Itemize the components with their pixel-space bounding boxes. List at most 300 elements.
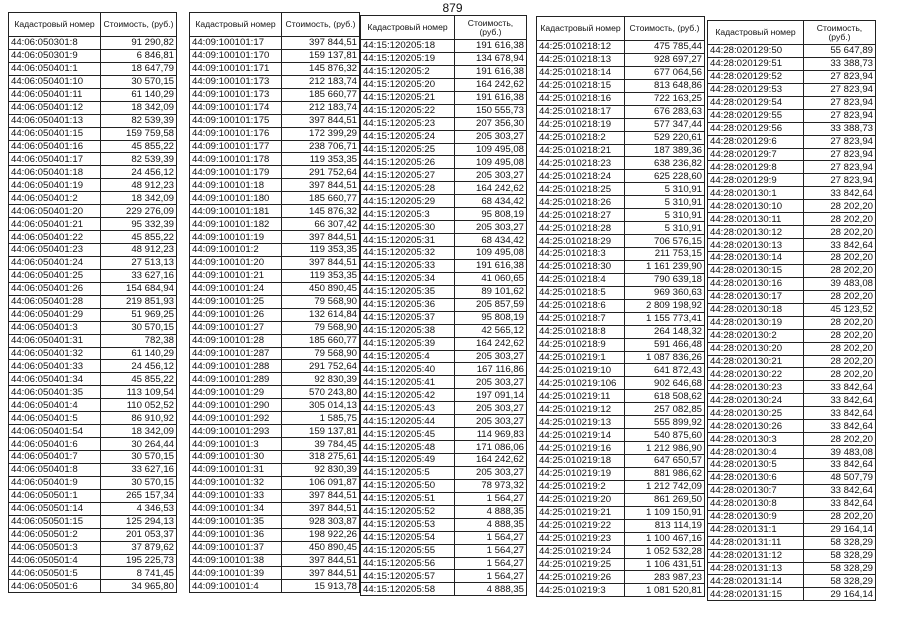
table-row (708, 549, 876, 562)
cadastral-number-cell: 44:15:120205:2 (361, 65, 455, 78)
table-row (190, 49, 360, 62)
table-row (708, 394, 876, 407)
cadastral-table-5 (707, 20, 876, 601)
table-row (708, 523, 876, 536)
table-row (708, 510, 876, 523)
table-row (9, 386, 177, 399)
table-row (361, 247, 527, 260)
table-row (708, 562, 876, 575)
table-row (9, 528, 177, 541)
cadastral-number-cell: 44:28:020130:16 (708, 277, 804, 290)
cadastral-number-cell: 44:28:020129:55 (708, 109, 804, 122)
table-row (537, 506, 705, 519)
cost-cell: 397 844,51 (282, 567, 360, 580)
cadastral-number-cell: 44:09:100101:33 (190, 489, 282, 502)
cadastral-number-cell: 44:25:010218:14 (537, 66, 625, 79)
cost-cell: 555 899,92 (625, 416, 705, 429)
cost-cell: 33 842,64 (804, 239, 876, 252)
cadastral-number-cell: 44:06:050401:54 (9, 425, 101, 438)
cadastral-number-cell: 44:09:100101:38 (190, 554, 282, 567)
cadastral-number-cell: 44:25:010218:12 (537, 41, 625, 54)
cadastral-number-cell: 44:25:010219:10 (537, 364, 625, 377)
cadastral-number-cell: 44:06:050401:31 (9, 334, 101, 347)
cost-cell: 30 570,15 (101, 321, 177, 334)
cadastral-number-cell: 44:25:010219:2 (537, 480, 625, 493)
table-row (537, 157, 705, 170)
cadastral-number-cell: 44:25:010218:6 (537, 299, 625, 312)
cost-cell: 647 650,57 (625, 455, 705, 468)
table-row (361, 557, 527, 570)
table-row (190, 308, 360, 321)
cost-cell: 928 303,87 (282, 515, 360, 528)
cost-cell: 171 086,06 (455, 441, 527, 454)
table-row (537, 442, 705, 455)
table-row (708, 83, 876, 96)
table-row (361, 518, 527, 531)
cadastral-number-cell: 44:15:120205:54 (361, 531, 455, 544)
table-row (190, 347, 360, 360)
cadastral-number-cell: 44:28:020129:50 (708, 45, 804, 58)
cadastral-number-cell: 44:06:050401:2 (9, 192, 101, 205)
cost-cell: 1 564,27 (455, 570, 527, 583)
cadastral-number-cell: 44:09:100101:182 (190, 218, 282, 231)
cadastral-number-cell: 44:15:120205:55 (361, 544, 455, 557)
cadastral-number-cell: 44:06:050401:26 (9, 282, 101, 295)
cadastral-number-cell: 44:06:050501:15 (9, 515, 101, 528)
cadastral-number-cell: 44:15:120205:48 (361, 441, 455, 454)
header-cost: Стоимость, (руб.) (804, 21, 876, 45)
cadastral-number-cell: 44:28:020130:24 (708, 394, 804, 407)
table-row (9, 567, 177, 580)
table-row (537, 493, 705, 506)
table-row (9, 321, 177, 334)
cost-cell: 4 888,35 (455, 518, 527, 531)
cadastral-number-cell: 44:09:100101:4 (190, 580, 282, 593)
cadastral-number-cell: 44:28:020131:1 (708, 523, 804, 536)
cadastral-number-cell: 44:28:020130:8 (708, 497, 804, 510)
cadastral-number-cell: 44:06:050401:29 (9, 308, 101, 321)
cost-cell: 145 876,32 (282, 62, 360, 75)
cost-cell: 28 202,20 (804, 329, 876, 342)
table-row (708, 252, 876, 265)
table-row (537, 455, 705, 468)
cadastral-number-cell: 44:09:100101:29 (190, 386, 282, 399)
cost-cell: 95 808,19 (455, 311, 527, 324)
cadastral-number-cell: 44:15:120205:37 (361, 311, 455, 324)
cost-cell: 95 808,19 (455, 208, 527, 221)
cadastral-number-cell: 44:06:050401:32 (9, 347, 101, 360)
cost-cell: 191 616,38 (455, 91, 527, 104)
cadastral-number-cell: 44:25:010219:25 (537, 558, 625, 571)
table-row (708, 122, 876, 135)
cadastral-number-cell: 44:06:050401:10 (9, 75, 101, 88)
cadastral-number-cell: 44:06:050401:24 (9, 256, 101, 269)
table-row (9, 541, 177, 554)
cost-cell: 813 114,19 (625, 519, 705, 532)
cost-cell: 4 888,35 (455, 505, 527, 518)
table-row (361, 531, 527, 544)
table-row (9, 463, 177, 476)
cadastral-number-cell: 44:28:020130:21 (708, 355, 804, 368)
table-row (190, 334, 360, 347)
table-row (9, 49, 177, 62)
table-row (9, 425, 177, 438)
cost-cell: 219 851,93 (101, 295, 177, 308)
cadastral-number-cell: 44:09:100101:3 (190, 438, 282, 451)
cost-cell: 676 283,63 (625, 105, 705, 118)
cadastral-number-cell: 44:25:010219:21 (537, 506, 625, 519)
cost-cell: 1 564,27 (455, 544, 527, 557)
cost-cell: 238 706,71 (282, 140, 360, 153)
cost-cell: 109 495,08 (455, 247, 527, 260)
table-row (9, 580, 177, 593)
table-row (361, 208, 527, 221)
table-row (708, 277, 876, 290)
table-row (708, 290, 876, 303)
cost-cell: 55 647,89 (804, 45, 876, 58)
table-row (361, 350, 527, 363)
table-row (9, 334, 177, 347)
table-row (708, 174, 876, 187)
cost-cell: 782,38 (101, 334, 177, 347)
cadastral-number-cell: 44:09:100101:28 (190, 334, 282, 347)
cadastral-number-cell: 44:15:120205:26 (361, 156, 455, 169)
table-row (537, 170, 705, 183)
table-row (190, 256, 360, 269)
table-row (708, 70, 876, 83)
cadastral-number-cell: 44:09:100101:287 (190, 347, 282, 360)
table-row (9, 308, 177, 321)
cost-cell: 191 616,38 (455, 65, 527, 78)
header-cadastral-number: Кадастровый номер (537, 17, 625, 41)
cadastral-number-cell: 44:15:120205:5 (361, 466, 455, 479)
cadastral-number-cell: 44:06:050401:15 (9, 127, 101, 140)
cadastral-number-cell: 44:06:050401:20 (9, 205, 101, 218)
cadastral-number-cell: 44:09:100101:290 (190, 399, 282, 412)
cost-cell: 42 565,12 (455, 324, 527, 337)
cost-cell: 30 570,15 (101, 451, 177, 464)
cadastral-number-cell: 44:28:020129:56 (708, 122, 804, 135)
cadastral-number-cell: 44:15:120205:3 (361, 208, 455, 221)
cadastral-number-cell: 44:28:020129:9 (708, 174, 804, 187)
cadastral-number-cell: 44:28:020129:6 (708, 135, 804, 148)
cadastral-number-cell: 44:28:020130:19 (708, 316, 804, 329)
table-row (9, 114, 177, 127)
table-row (537, 144, 705, 157)
table-row (708, 57, 876, 70)
cost-cell: 201 053,37 (101, 528, 177, 541)
cadastral-number-cell: 44:28:020130:2 (708, 329, 804, 342)
cost-cell: 109 495,08 (455, 156, 527, 169)
cost-cell: 212 183,74 (282, 75, 360, 88)
cost-cell: 113 109,54 (101, 386, 177, 399)
cost-cell: 33 627,16 (101, 463, 177, 476)
cadastral-number-cell: 44:25:010218:28 (537, 222, 625, 235)
cost-cell: 618 508,62 (625, 390, 705, 403)
cadastral-number-cell: 44:06:050401:25 (9, 269, 101, 282)
table-row (537, 532, 705, 545)
cost-cell: 164 242,62 (455, 337, 527, 350)
table-row (708, 420, 876, 433)
cadastral-number-cell: 44:09:100101:32 (190, 476, 282, 489)
table-row (708, 342, 876, 355)
table-row (537, 53, 705, 66)
table-row (708, 459, 876, 472)
cost-cell: 706 576,15 (625, 235, 705, 248)
cost-cell: 18 647,79 (101, 62, 177, 75)
table-row (361, 65, 527, 78)
table-row (537, 196, 705, 209)
cost-cell: 1 106 431,51 (625, 558, 705, 571)
table-row (361, 182, 527, 195)
cadastral-number-cell: 44:25:010218:19 (537, 118, 625, 131)
table-row (190, 127, 360, 140)
cost-cell: 28 202,20 (804, 433, 876, 446)
cost-cell: 205 303,27 (455, 415, 527, 428)
cost-cell: 39 483,08 (804, 277, 876, 290)
cost-cell: 33 842,64 (804, 407, 876, 420)
cadastral-number-cell: 44:06:050401:33 (9, 360, 101, 373)
cost-cell: 625 228,60 (625, 170, 705, 183)
table-row (9, 75, 177, 88)
cost-cell: 397 844,51 (282, 502, 360, 515)
cost-cell: 134 678,94 (455, 52, 527, 65)
table-row (708, 161, 876, 174)
cadastral-number-cell: 44:25:010219:16 (537, 442, 625, 455)
cost-cell: 257 082,85 (625, 403, 705, 416)
table-row (537, 273, 705, 286)
cost-cell: 540 875,60 (625, 429, 705, 442)
table-row (708, 239, 876, 252)
cost-cell: 1 564,27 (455, 492, 527, 505)
cadastral-number-cell: 44:06:050501:2 (9, 528, 101, 541)
table-row (9, 282, 177, 295)
table-row (190, 179, 360, 192)
cost-cell: 813 648,86 (625, 79, 705, 92)
table-row (361, 259, 527, 272)
cadastral-number-cell: 44:28:020130:5 (708, 459, 804, 472)
cost-cell: 159 137,81 (282, 425, 360, 438)
cost-cell: 154 684,94 (101, 282, 177, 295)
table-row (361, 544, 527, 557)
cost-cell: 185 660,77 (282, 334, 360, 347)
cost-cell: 5 310,91 (625, 183, 705, 196)
table-row (708, 200, 876, 213)
cadastral-number-cell: 44:09:100101:18 (190, 179, 282, 192)
table-row (537, 519, 705, 532)
table-row (708, 407, 876, 420)
cost-cell: 1 564,27 (455, 531, 527, 544)
cost-cell: 1 052 532,28 (625, 545, 705, 558)
header-cadastral-number: Кадастровый номер (190, 13, 282, 37)
cadastral-number-cell: 44:15:120205:27 (361, 169, 455, 182)
cost-cell: 119 353,35 (282, 244, 360, 257)
cadastral-table-3 (360, 15, 527, 596)
cadastral-number-cell: 44:09:100101:26 (190, 308, 282, 321)
cadastral-number-cell: 44:09:100101:293 (190, 425, 282, 438)
cost-cell: 265 157,34 (101, 489, 177, 502)
table-row (9, 438, 177, 451)
cadastral-number-cell: 44:15:120205:28 (361, 182, 455, 195)
cost-cell: 283 987,23 (625, 571, 705, 584)
cost-cell: 591 466,48 (625, 338, 705, 351)
cadastral-number-cell: 44:09:100101:173 (190, 75, 282, 88)
table-row (708, 96, 876, 109)
cost-cell: 95 332,39 (101, 218, 177, 231)
table-row (361, 505, 527, 518)
cost-cell: 24 456,12 (101, 166, 177, 179)
table-row (190, 192, 360, 205)
cadastral-number-cell: 44:15:120205:36 (361, 298, 455, 311)
cost-cell: 86 910,92 (101, 412, 177, 425)
cadastral-number-cell: 44:25:010219:13 (537, 416, 625, 429)
cost-cell: 28 202,20 (804, 200, 876, 213)
table-row (537, 260, 705, 273)
table-row (190, 360, 360, 373)
table-row (190, 205, 360, 218)
cost-cell: 79 568,90 (282, 321, 360, 334)
cadastral-number-cell: 44:06:050301:8 (9, 37, 101, 50)
cadastral-number-cell: 44:09:100101:37 (190, 541, 282, 554)
cost-cell: 397 844,51 (282, 256, 360, 269)
cost-cell: 33 842,64 (804, 187, 876, 200)
cost-cell: 37 879,62 (101, 541, 177, 554)
cost-cell: 58 328,29 (804, 562, 876, 575)
cost-cell: 164 242,62 (455, 182, 527, 195)
cost-cell: 318 275,61 (282, 451, 360, 464)
cadastral-number-cell: 44:15:120205:24 (361, 130, 455, 143)
cost-cell: 397 844,51 (282, 231, 360, 244)
table-row (537, 92, 705, 105)
cost-cell: 264 148,32 (625, 325, 705, 338)
cost-cell: 529 220,61 (625, 131, 705, 144)
cadastral-number-cell: 44:15:120205:18 (361, 40, 455, 53)
table-row (9, 127, 177, 140)
cadastral-number-cell: 44:25:010218:5 (537, 286, 625, 299)
cadastral-number-cell: 44:09:100101:19 (190, 231, 282, 244)
cadastral-number-cell: 44:06:050401:12 (9, 101, 101, 114)
table-row (708, 303, 876, 316)
cost-cell: 397 844,51 (282, 114, 360, 127)
cadastral-number-cell: 44:09:100101:177 (190, 140, 282, 153)
cost-cell: 33 842,64 (804, 394, 876, 407)
cost-cell: 78 973,32 (455, 479, 527, 492)
cost-cell: 1 212 986,90 (625, 442, 705, 455)
cadastral-number-cell: 44:06:050401:17 (9, 153, 101, 166)
cost-cell: 61 140,29 (101, 88, 177, 101)
table-row (537, 118, 705, 131)
cost-cell: 677 064,56 (625, 66, 705, 79)
cost-cell: 145 876,32 (282, 205, 360, 218)
cost-cell: 18 342,09 (101, 192, 177, 205)
table-row (537, 545, 705, 558)
cost-cell: 1 100 467,16 (625, 532, 705, 545)
cadastral-number-cell: 44:09:100101:39 (190, 567, 282, 580)
cost-cell: 33 842,64 (804, 497, 876, 510)
cadastral-number-cell: 44:25:010218:9 (537, 338, 625, 351)
table-row (708, 471, 876, 484)
cadastral-table-1 (8, 12, 177, 593)
header-cadastral-number: Кадастровый номер (9, 13, 101, 37)
cost-cell: 51 969,25 (101, 308, 177, 321)
table-row (708, 109, 876, 122)
cost-cell: 207 356,30 (455, 117, 527, 130)
cadastral-number-cell: 44:15:120205:50 (361, 479, 455, 492)
cadastral-number-cell: 44:25:010218:7 (537, 312, 625, 325)
cost-cell: 27 823,94 (804, 83, 876, 96)
table-row (190, 37, 360, 50)
cost-cell: 881 986,62 (625, 467, 705, 480)
cost-cell: 28 202,20 (804, 342, 876, 355)
table-row (9, 360, 177, 373)
cost-cell: 205 303,27 (455, 376, 527, 389)
cadastral-number-cell: 44:06:050401:6 (9, 438, 101, 451)
cost-cell: 27 823,94 (804, 109, 876, 122)
table-row (9, 88, 177, 101)
table-row (708, 316, 876, 329)
cadastral-number-cell: 44:28:020130:25 (708, 407, 804, 420)
cadastral-number-cell: 44:06:050401:35 (9, 386, 101, 399)
table-row (537, 131, 705, 144)
table-row (537, 429, 705, 442)
table-row (190, 515, 360, 528)
cadastral-number-cell: 44:28:020131:14 (708, 575, 804, 588)
cost-cell: 28 202,20 (804, 368, 876, 381)
cadastral-table-2 (189, 12, 360, 593)
table-row (361, 402, 527, 415)
cadastral-number-cell: 44:28:020131:12 (708, 549, 804, 562)
table-row (190, 244, 360, 257)
table-row (537, 41, 705, 54)
cost-cell: 191 616,38 (455, 259, 527, 272)
table-row (361, 221, 527, 234)
table-row (361, 156, 527, 169)
cadastral-number-cell: 44:06:050501:6 (9, 580, 101, 593)
cadastral-number-cell: 44:09:100101:30 (190, 451, 282, 464)
cadastral-number-cell: 44:15:120205:35 (361, 285, 455, 298)
table-row (361, 324, 527, 337)
cost-cell: 28 202,20 (804, 252, 876, 265)
cost-cell: 291 752,64 (282, 360, 360, 373)
table-row (537, 351, 705, 364)
cadastral-number-cell: 44:06:050501:5 (9, 567, 101, 580)
cost-cell: 902 646,68 (625, 377, 705, 390)
table-row (537, 403, 705, 416)
cost-cell: 30 264,44 (101, 438, 177, 451)
table-row (361, 40, 527, 53)
cost-cell: 5 310,91 (625, 222, 705, 235)
cost-cell: 638 236,82 (625, 157, 705, 170)
cost-cell: 45 855,22 (101, 140, 177, 153)
table-row (708, 433, 876, 446)
cadastral-number-cell: 44:15:120205:58 (361, 583, 455, 596)
cost-cell: 18 342,09 (101, 425, 177, 438)
table-row (9, 192, 177, 205)
cost-cell: 28 202,20 (804, 316, 876, 329)
cadastral-number-cell: 44:25:010219:20 (537, 493, 625, 506)
table-row (537, 364, 705, 377)
cost-cell: 205 303,27 (455, 221, 527, 234)
cost-cell: 205 303,27 (455, 169, 527, 182)
cadastral-number-cell: 44:25:010218:8 (537, 325, 625, 338)
cadastral-number-cell: 44:15:120205:45 (361, 428, 455, 441)
cadastral-number-cell: 44:28:020130:15 (708, 264, 804, 277)
cost-cell: 48 912,23 (101, 179, 177, 192)
table-row (190, 463, 360, 476)
cost-cell: 1 564,27 (455, 557, 527, 570)
cost-cell: 1 585,75 (282, 412, 360, 425)
cost-cell: 187 389,36 (625, 144, 705, 157)
